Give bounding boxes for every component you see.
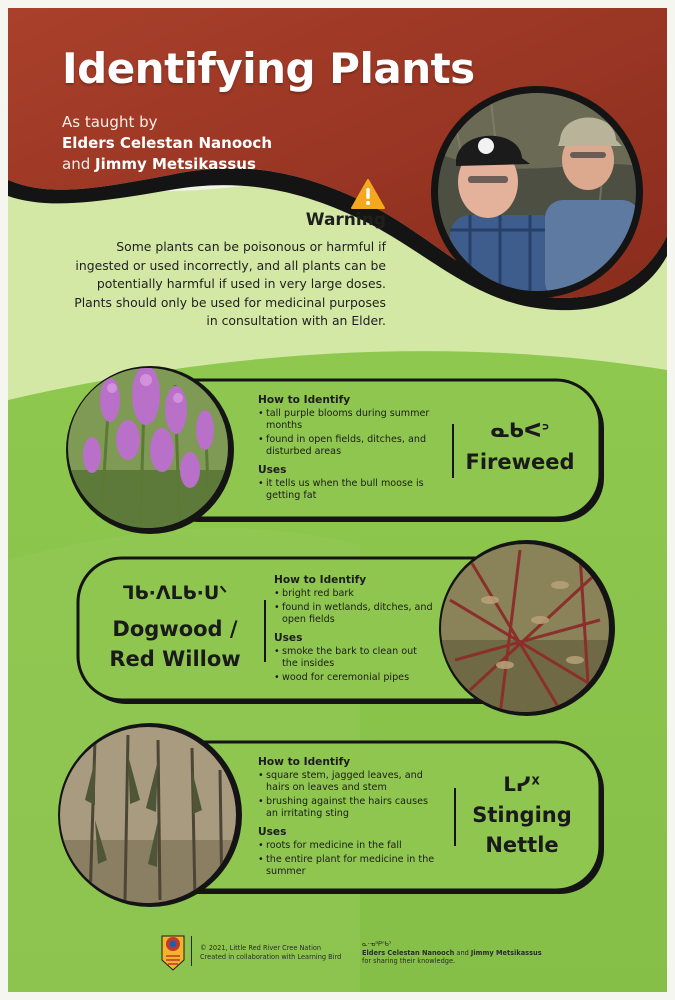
- warning-heading: Warning: [305, 210, 386, 230]
- list-item: • it tells us when the bull moose is getting fat: [258, 478, 448, 502]
- uses-heading: Uses: [258, 464, 287, 476]
- footer-thanks: [362, 940, 572, 966]
- footer-credits: [200, 944, 360, 961]
- nettle-photo: [55, 722, 245, 912]
- list-item: • brushing against the hairs causes an irritating sting: [258, 796, 438, 820]
- nettle-info: [258, 756, 438, 880]
- thanks-elders: Elders Celestan Nanooch and Jimmy Metsikassus: [362, 948, 542, 957]
- list-item: • tall purple blooms during summer months: [258, 408, 448, 432]
- copyright-text: © 2021, Little Red River Cree Nation: [200, 944, 322, 952]
- list-item: • roots for medicine in the fall: [258, 840, 438, 852]
- identify-heading: How to Identify: [274, 574, 367, 586]
- elders-photo: [430, 90, 650, 305]
- fireweed-syllabics: ᓇᑲᐸᐣ: [490, 418, 550, 442]
- dogwood-photo: [440, 540, 610, 720]
- list-item: • found in open fields, ditches, and disturbed areas: [258, 434, 448, 458]
- list-item: • square stem, jagged leaves, and hairs on leaves and stem: [258, 770, 438, 794]
- subtitle-line2: Elders Celestan Nanooch: [62, 134, 272, 152]
- fireweed-name: Fireweed: [465, 450, 575, 474]
- warning-text: Some plants can be poisonous or harmful if ingested or used incorrectly, and all plants can be potentially harmful if used in very large doses. Plants should only be used for medicinal purposes in consultation with an Elder.: [74, 239, 386, 328]
- subtitle-line3: and Jimmy Metsikassus: [62, 155, 256, 173]
- list-item: • found in wetlands, ditches, and open fields: [274, 602, 434, 626]
- nation-logo-icon: [160, 930, 186, 972]
- warning-triangle-icon: [350, 178, 386, 210]
- footer-divider: [191, 936, 192, 966]
- fireweed-info: [258, 394, 448, 504]
- list-item: • smoke the bark to clean out the insides: [274, 646, 434, 670]
- nettle-syllabics: ᒪᓯᕽ: [503, 772, 541, 796]
- identify-heading: How to Identify: [258, 394, 351, 406]
- dogwood-syllabics: ᒣᑲ·ᐱᒪᑲ·ᑌᐠ: [122, 582, 228, 604]
- uses-heading: Uses: [258, 826, 287, 838]
- thanks-line2: for sharing their knowledge.: [362, 957, 456, 965]
- collab-text: Created in collaboration with Learning Bird: [200, 952, 342, 961]
- list-item: • wood for ceremonial pipes: [274, 672, 434, 684]
- dogwood-info: [274, 574, 434, 686]
- identify-heading: How to Identify: [258, 756, 351, 768]
- subtitle: [62, 112, 272, 175]
- dogwood-name: Dogwood / Red Willow: [109, 617, 241, 671]
- list-item: • bright red bark: [274, 588, 434, 600]
- page-title: Identifying Plants: [62, 44, 475, 93]
- subtitle-line1: As taught by: [62, 113, 158, 131]
- nettle-name: Stinging Nettle: [472, 803, 572, 857]
- fireweed-photo: [60, 360, 240, 540]
- thanks-syllabics: ᓇ·ᓀᐦᑭᐢᑲᐣ: [362, 940, 392, 948]
- uses-heading: Uses: [274, 632, 303, 644]
- list-item: • the entire plant for medicine in the summer: [258, 854, 438, 878]
